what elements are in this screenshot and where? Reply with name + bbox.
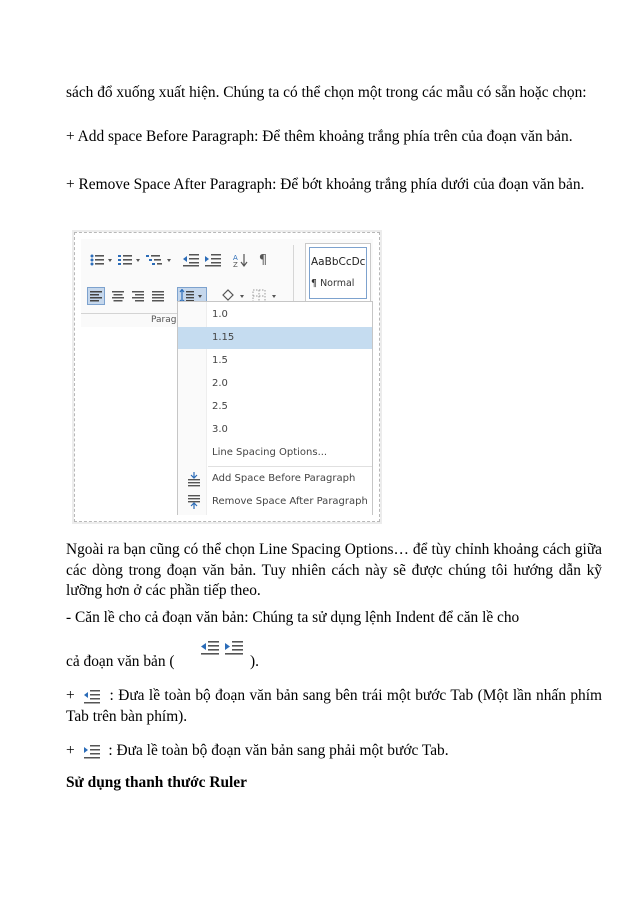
line-spacing-menu — [177, 301, 373, 515]
svg-text:A: A — [233, 254, 238, 262]
align-right-icon — [131, 290, 145, 302]
menu-item-1-5: 1.5 — [212, 355, 228, 366]
paragraph-indent-intro: - Căn lề cho cả đoạn văn bản: Chúng ta sử dụng lệnh Indent để căn lề cho — [66, 609, 520, 626]
paragraph-add-space: + Add space Before Paragraph: Để thêm khoảng trắng phía trên của đoạn văn bản. — [66, 128, 573, 145]
menu-item-add-space-before: Add Space Before Paragraph — [178, 468, 372, 490]
increase-indent-icon — [224, 640, 244, 656]
menu-item-2-5: 2.5 — [212, 401, 228, 412]
align-left-icon — [89, 290, 103, 302]
style-sample-text: AaBbCcDc — [311, 256, 366, 268]
ribbon-divider — [293, 245, 294, 307]
remove-space-after-icon — [186, 494, 202, 510]
align-center-icon — [111, 290, 125, 302]
paragraph-line-spacing-options: Ngoài ra bạn cũng có thể chọn Line Spacing Options… để tùy chỉnh khoảng cách giữa các dòng trong đoạn văn bản. Tuy nhiên cách này sẽ được chúng tôi hướng dẫn kỹ lưỡng hơn ở các phần tiếp theo. — [66, 541, 602, 599]
add-space-before-icon — [186, 471, 202, 487]
indent-text-before: cả đoạn văn bản ( — [66, 653, 175, 670]
multilevel-list-button — [145, 251, 175, 269]
bullets-icon — [89, 253, 115, 267]
decrease-indent-icon — [200, 640, 220, 656]
paragraph-decrease-indent — [66, 686, 602, 727]
paragraph-remove-space: + Remove Space After Paragraph: Để bớt khoảng trắng phía dưới của đoạn văn bản. — [66, 176, 585, 193]
sort-button — [231, 251, 251, 269]
justify-icon — [151, 290, 165, 302]
decrease-indent-button — [181, 251, 201, 269]
plus-sign: + — [66, 742, 75, 759]
section-heading-ruler: Sử dụng thanh thước Ruler — [66, 774, 247, 791]
menu-separator — [208, 466, 372, 467]
paragraph-intro: sách đổ xuống xuất hiện. Chúng ta có thể chọn một trong các mẫu có sẵn hoặc chọn: — [66, 84, 587, 101]
numbering-icon — [117, 253, 143, 267]
paragraph-indent-icons — [66, 640, 602, 674]
increase-indent-icon — [83, 745, 101, 759]
indent-text-after: ). — [250, 653, 259, 670]
bullets-button — [89, 251, 115, 269]
menu-item-1-15: 1.15 — [178, 327, 372, 349]
style-name: ¶ Normal — [311, 278, 355, 289]
menu-item-line-spacing-options: Line Spacing Options... — [212, 447, 328, 458]
increase-indent-button — [203, 251, 223, 269]
numbering-button — [117, 251, 143, 269]
menu-item-remove-space-after: Remove Space After Paragraph — [178, 491, 372, 513]
justify-button — [149, 287, 167, 305]
plus-sign: + — [66, 687, 75, 704]
menu-item-3-0: 3.0 — [212, 424, 228, 435]
decrease-indent-icon — [182, 253, 200, 267]
align-center-button — [109, 287, 127, 305]
multilevel-list-icon — [145, 253, 175, 267]
line-spacing-screenshot — [74, 232, 380, 522]
increase-indent-description: : Đưa lề toàn bộ đoạn văn bản sang phải một bước Tab. — [108, 742, 449, 759]
menu-item-2-0: 2.0 — [212, 378, 228, 389]
show-hide-marks: ¶ — [258, 252, 268, 268]
paragraph-increase-indent — [66, 741, 602, 762]
decrease-indent-icon — [83, 690, 101, 704]
style-normal-card — [305, 243, 371, 303]
menu-item-1-0: 1.0 — [212, 309, 228, 320]
increase-indent-icon — [204, 253, 222, 267]
align-left-button — [87, 287, 105, 305]
decrease-indent-description: : Đưa lề toàn bộ đoạn văn bản sang bên trái một bước Tab (Một lần nhấn phím Tab trên bàn phím). — [66, 687, 602, 725]
sort-icon — [233, 253, 249, 267]
paragraph-group-label: Parag — [151, 315, 177, 325]
svg-text:Z: Z — [233, 261, 238, 267]
align-right-button — [129, 287, 147, 305]
